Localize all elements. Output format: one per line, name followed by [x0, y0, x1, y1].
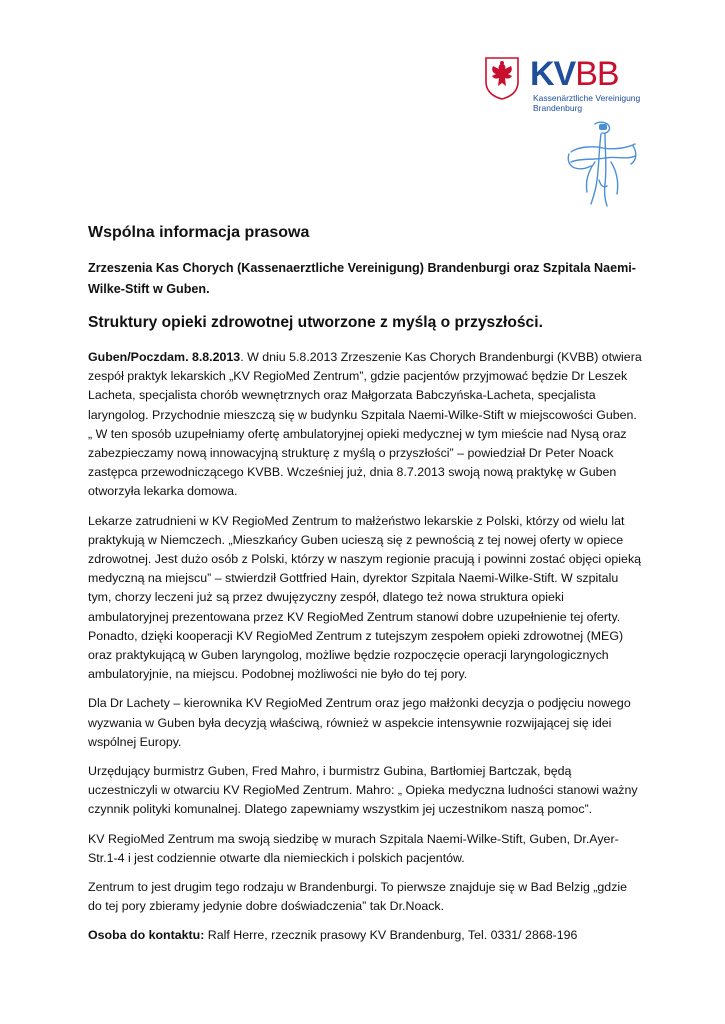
contact-line — [88, 926, 643, 945]
press-subtitle: Zrzeszenia Kas Chorych (Kassenaerztliche Vereinigung) Brandenburgi oraz Szpitala Naemi-Wilke-Stift w Guben. — [88, 261, 636, 296]
logo-subtitle-line2: Brandenburg — [533, 103, 583, 113]
kvbb-wordmark — [530, 54, 619, 94]
hospital-cross-logo-icon — [565, 118, 639, 208]
paragraph-6: Zentrum to jest drugim tego rodzaju w Brandenburgi. To pierwsze znajduje się w Bad Belzig „gdzie do tej pory zbieramy jedynie dobre doświadczenia” tak Dr.Noack. — [88, 880, 628, 914]
logo-bb-text: BB — [575, 55, 619, 93]
logo-subtitle-line1: Kassenärztliche Vereinigung — [533, 93, 641, 103]
paragraph-5: KV RegioMed Zentrum ma swoją siedzibę w murach Szpitala Naemi-Wilke-Stift, Guben, Dr.Ayer-Str.1-4 i jest codziennie otwarte dla niemieckich i polskich pacjentów. — [88, 831, 619, 865]
press-release-body — [88, 222, 643, 956]
brandenburg-eagle-icon — [484, 56, 520, 100]
dateline: Guben/Poczdam. 8.8.2013 — [88, 350, 241, 364]
press-title: Wspólna informacja prasowa — [88, 224, 310, 241]
paragraph-2: Lekarze zatrudnieni w KV RegioMed Zentrum to małżeństwo lekarskie z Polski, którzy od wielu lat praktykują w Niemczech. „Mieszkańcy Guben ucieszą się z pewnością z tej nowej oferty w opiece zdrowotnej. Jest dużo osób z Polski, którzy w naszym regionie pracują i powinni zostać objęci opieką medyczną na miejscu” – stwierdził Gottfried Hain, dyrektor Szpitala Naemi-Wilke-Stift. W szpitalu tym, chorzy leczeni już są przez dwujęzyczny zespół, dlatego też nowa struktura opieki ambulatoryjnej prezentowana przez KV RegioMed Zentrum stanowi dobre uzupełnienie tej oferty. Ponadto, dzięki kooperacji KV RegioMed Zentrum z tutejszym zespołem opieki zdrowotnej (MEG) oraz praktykującą w Guben laryngolog, możliwe będzie rozpoczęcie operacji laryngologicznych ambulatoryjnie, na miejscu. Podobnej możliwości nie było do tej pory. — [88, 513, 642, 682]
contact-label: Osoba do kontaktu: — [88, 928, 205, 943]
paragraph-1-text: . W dniu 5.8.2013 Zrzeszenie Kas Chorych Brandenburgi (KVBB) otwiera zespół praktyk lekarskich „KV RegioMed Zentrum”, gdzie pacjentów przyjmować będzie Dr Leszek Lacheta, specjalista chorób wewnętrznych oraz Małgorzata Babczyńska-Lacheta, specjalista laryngolog. Przychodnie mieszczą się w budynku Szpitala Naemi-Wilke-Stift w miejscowości Guben. „ W ten sposób uzupełniamy ofertę ambulatoryjnej opieki medycznej w tym mieście nad Nysą oraz zabezpieczamy nową innowacyjną strukturę z myślą o przyszłości” – powiedział Dr Peter Noack zastępca przewodniczącego KVBB. Wcześniej już, dnia 8.7.2013 swoją nową praktykę w Guben otworzyła lekarka domowa. — [88, 350, 642, 499]
kvbb-logo — [484, 54, 664, 124]
contact-text: Ralf Herre, rzecznik prasowy KV Brandenburg, Tel. 0331/ 2868-196 — [204, 928, 578, 943]
kvbb-logo-subtitle — [533, 93, 673, 113]
paragraph-3: Dla Dr Lachety – kierownika KV RegioMed Zentrum oraz jego małżonki decyzja o podjęciu nowego wyzwania w Guben była decyzją właściwą, również w aspekcie intensywnie rozwijającej się idei wspólnej Europy. — [88, 696, 631, 749]
paragraph-1 — [88, 348, 643, 502]
paragraph-4: Urzędujący burmistrz Guben, Fred Mahro, i burmistrz Gubina, Bartłomiej Bartczak, będą uczestniczyli w otwarciu KV RegioMed Zentrum. Mahro: „ Opieka medyczna ludności stanowi ważny czynnik polityki komunalnej. Dlatego zapewniamy wszystkim jej uczestnikom naszą pomoc”. — [88, 764, 638, 817]
logo-kv-text: KV — [530, 55, 576, 93]
press-headline: Struktury opieki zdrowotnej utworzone z myślą o przyszłości. — [88, 314, 543, 331]
